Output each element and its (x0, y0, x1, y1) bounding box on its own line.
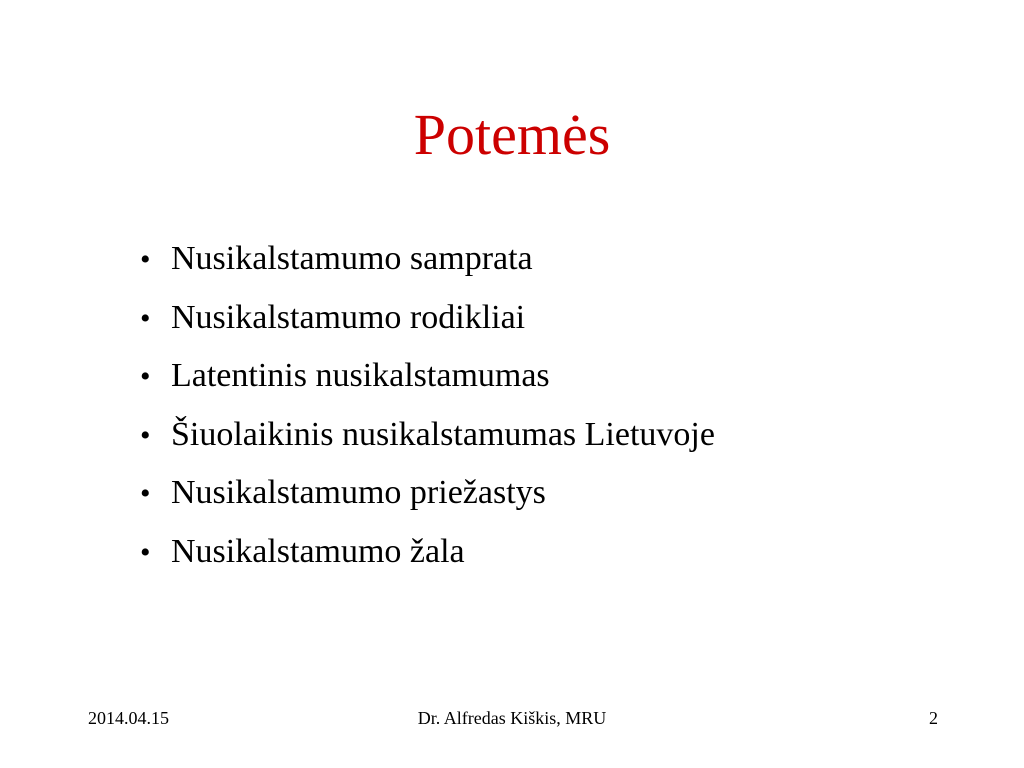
bullet-item (140, 406, 715, 465)
bullet-item (140, 347, 715, 406)
bullet-icon: • (140, 418, 151, 452)
bullet-text: Nusikalstamumo samprata (171, 240, 533, 277)
bullet-icon: • (140, 360, 151, 393)
bullet-text: Nusikalstamumo priežastys (171, 474, 546, 511)
bullet-icon: • (140, 477, 151, 510)
footer-page-number: 2 (929, 708, 938, 728)
bullet-icon: • (140, 301, 151, 335)
footer-author: Dr. Alfredas Kiškis, MRU (417, 708, 607, 728)
bullet-text: Latentinis nusikalstamumas (171, 357, 550, 394)
footer-date: 2014.04.15 (88, 708, 169, 728)
bullet-item (140, 464, 715, 523)
bullet-icon: • (140, 243, 151, 276)
bullet-icon: • (140, 535, 151, 569)
bullet-text: Šiuolaikinis nusikalstamumas Lietuvoje (171, 415, 715, 453)
bullet-text: Nusikalstamumo rodikliai (171, 298, 526, 336)
bullet-text: Nusikalstamumo žala (171, 532, 465, 570)
bullet-list (140, 230, 715, 581)
slide-title: Potemės (413, 102, 611, 167)
bullet-item (140, 289, 715, 348)
bullet-item (140, 523, 715, 582)
bullet-item (140, 230, 715, 289)
